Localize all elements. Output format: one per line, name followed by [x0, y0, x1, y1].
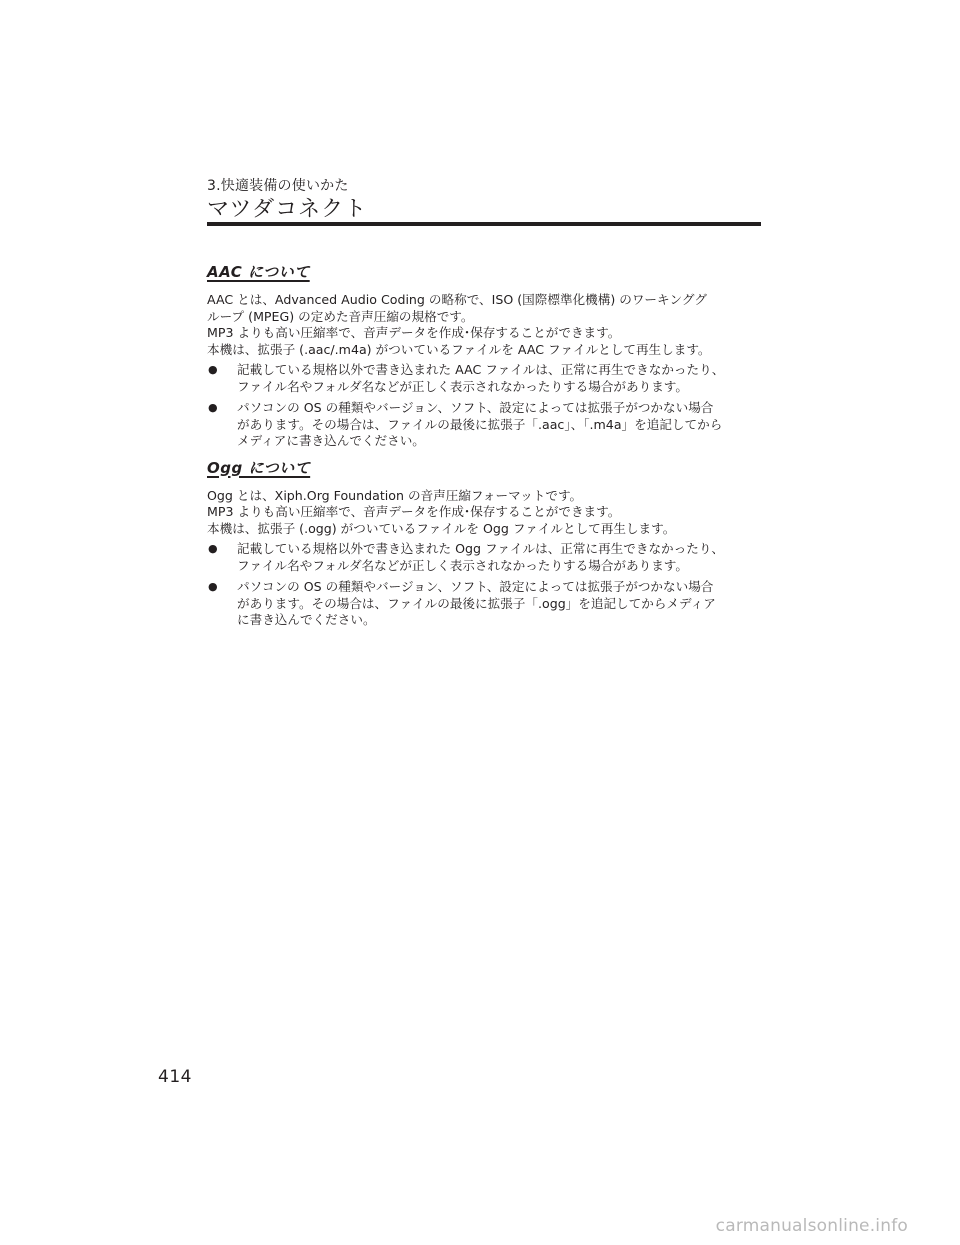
ogg-heading: Ogg について — [207, 458, 311, 477]
bullet-text: 記載している規格以外で書き込まれた AAC ファイルは、正常に再生できなかったり、 — [237, 362, 725, 377]
aac-paragraph: AAC とは、Advanced Audio Coding の略称で、ISO (国際標準化機構) のワーキンググ — [207, 292, 708, 307]
bullet-text: ファイル名やフォルダ名などが正しく表示されなかったりする場合があります。 — [237, 378, 688, 394]
main-content — [207, 262, 763, 634]
aac-bullet-list — [207, 362, 763, 450]
bullet-text: 記載している規格以外で書き込まれた Ogg ファイルは、正常に再生できなかったり、 — [237, 541, 725, 556]
bullet-text: ファイル名やフォルダ名などが正しく表示されなかったりする場合があります。 — [237, 557, 688, 573]
header-divider — [207, 222, 761, 226]
page-header — [207, 177, 761, 224]
bullet-text: があります。その場合は、ファイルの最後に拡張子「.ogg」を追記してからメディア — [237, 595, 716, 611]
bullet-icon: ● — [208, 580, 218, 593]
bullet-icon: ● — [208, 363, 218, 376]
list-item — [207, 541, 763, 574]
bullet-icon: ● — [208, 542, 218, 555]
chapter-label: 3.快適装備の使いかた — [207, 178, 349, 194]
ogg-section — [207, 458, 763, 629]
ogg-paragraph: 本機は、拡張子 (.ogg) がついているファイルを Ogg ファイルとして再生します。 — [207, 520, 676, 536]
aac-paragraph: 本機は、拡張子 (.aac/.m4a) がついているファイルを AAC ファイルとして再生します。 — [207, 341, 711, 357]
ogg-paragraph: MP3 よりも高い圧縮率で、音声データを作成･保存することができます。 — [207, 504, 621, 519]
aac-heading: AAC について — [207, 263, 310, 281]
aac-paragraph: MP3 よりも高い圧縮率で、音声データを作成･保存することができます。 — [207, 325, 621, 340]
aac-paragraph: ループ (MPEG) の定めた音声圧縮の規格です。 — [207, 308, 474, 324]
bullet-text: に書き込んでください。 — [237, 612, 376, 627]
watermark: carmanualsonline.info — [715, 1216, 908, 1236]
bullet-icon: ● — [208, 401, 218, 414]
ogg-bullet-list — [207, 541, 763, 629]
ogg-paragraph: Ogg とは、Xiph.Org Foundation の音声圧縮フォーマットです。 — [207, 487, 583, 503]
list-item — [207, 579, 763, 629]
bullet-text: パソコンの OS の種類やバージョン、ソフト、設定によっては拡張子がつかない場合 — [237, 400, 714, 415]
bullet-text: メディアに書き込んでください。 — [237, 433, 425, 448]
list-item — [207, 362, 763, 395]
page-number: 414 — [158, 1067, 192, 1087]
section-title: マツダコネクト — [207, 197, 368, 222]
bullet-text: パソコンの OS の種類やバージョン、ソフト、設定によっては拡張子がつかない場合 — [237, 579, 714, 594]
aac-section — [207, 262, 763, 450]
bullet-text: があります。その場合は、ファイルの最後に拡張子「.aac」、「.m4a」を追記してから — [237, 416, 723, 432]
list-item — [207, 400, 763, 450]
